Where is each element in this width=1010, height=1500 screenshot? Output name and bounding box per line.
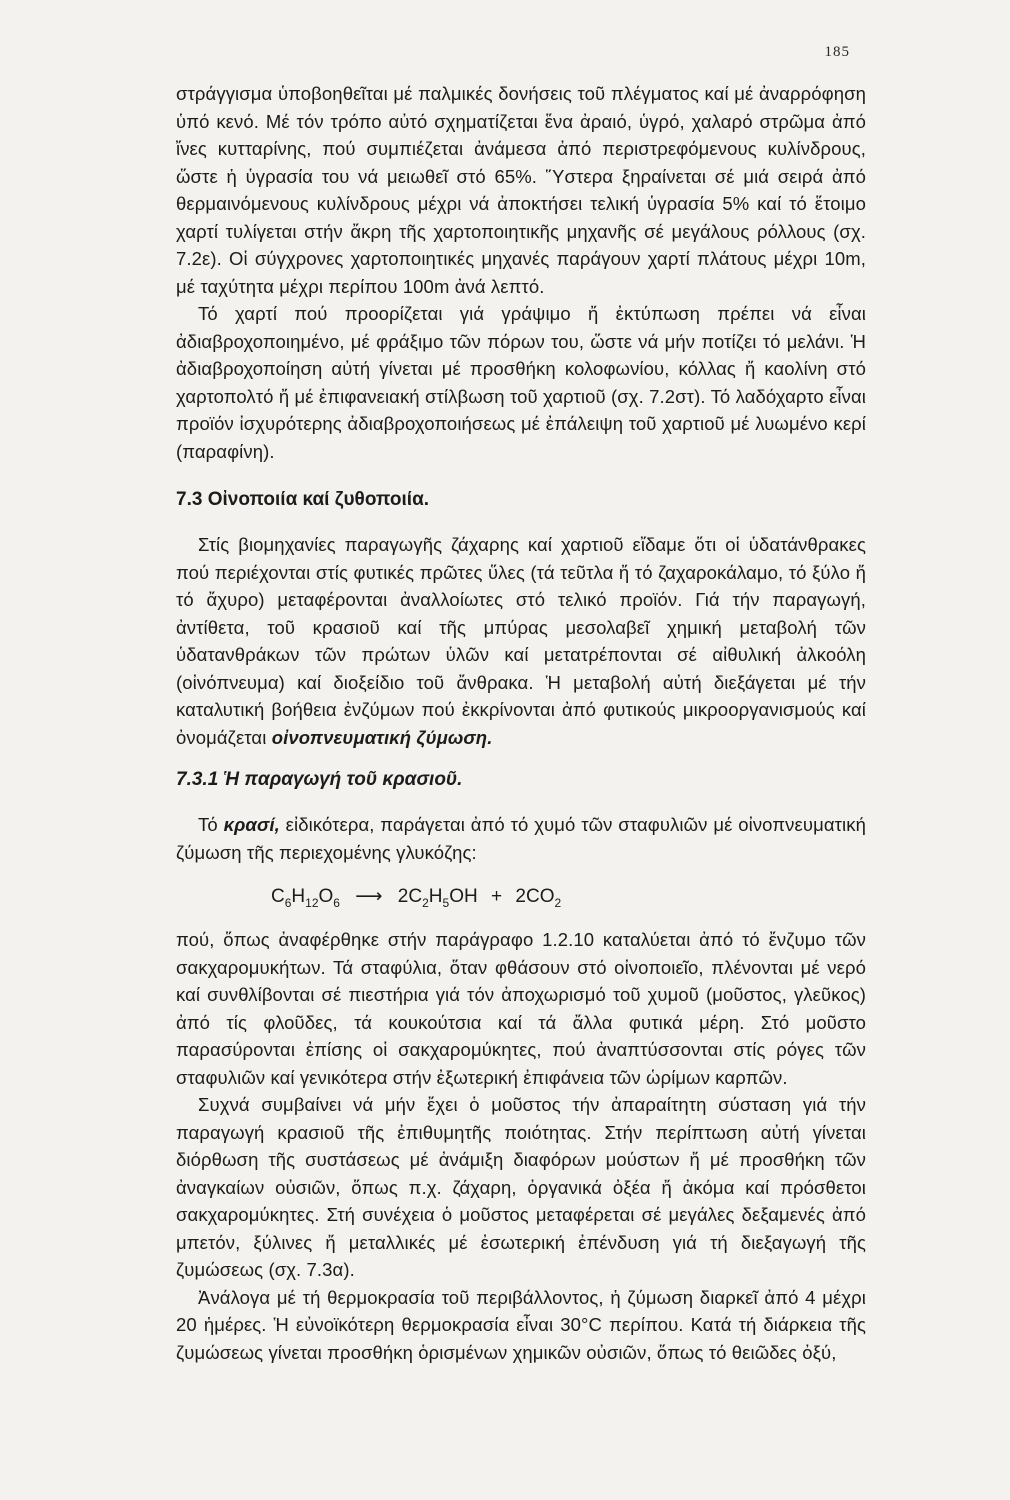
reactant-glucose: $C_6H_{12}O_6$ [271, 886, 340, 910]
paragraph-must-extraction: πού, ὅπως ἀναφέρθηκε στήν παράγραφο 1.2.10 καταλύεται ἀπό τό ἔνζυμο τῶν σακχαρομυκήτων. Τά σταφύλια, ὅταν φθάσουν στό οἰνοποιεῖο, πλένονται μέ νερό καί συνθλίβονται σέ πιεστήρια γιά τόν ἀποχωρισμό τοῦ χυμοῦ (μοῦστος, γλεῦκος) ἀπό τίς φλοῦδες, τά κουκούτσια καί τά ἄλλα φυτικά μέρη. Στό μοῦστο παρασύρονται ἐπίσης οἱ σακχαρομύκητες, πού ἀναπτύσσονται στίς ρόγες τῶν σταφυλιῶν καί γενικότερα στήν ἐξωτερική ἐπιφάνεια τῶν ὡρίμων καρπῶν. [176, 929, 866, 1088]
wine-intro-before: Τό [198, 814, 224, 835]
paragraph-must-correction: Συχνά συμβαίνει νά μήν ἔχει ὁ μοῦστος τήν ἀπαραίτητη σύσταση γιά τήν παραγωγή κρασιοῦ τῆς ἐπιθυμητῆς ποιότητας. Στήν περίπτωση αὐτή γίνεται διόρθωση τῆς συστάσεως μέ ἀνάμιξη διαφόρων μούστων ἤ μέ προσθήκη τῶν ἀναγκαίων οὐσιῶν, ὅπως π.χ. ζάχαρη, ὀργανικά ὀξέα ἤ ἀκόμα καί πρόσθετοι σακχαρομύκητες. Στή συνέχεια ὁ μοῦστος μεταφέρεται σέ μεγάλες δεξαμενές ἀπό μπετόν, ξύλινες ἤ μεταλλικές μέ ἐσωτερική ἐπένδυση γιά τή διεξαγωγή τῆς ζυμώσεως (σχ. 7.3α). [176, 1094, 866, 1280]
product-ethanol: $2C_2H_5OH$ [397, 886, 478, 910]
paragraph-paper-drying: στράγγισμα ὑποβοηθεῖται μέ παλμικές δονήσεις τοῦ πλέγματος καί μέ ἀναρρόφηση ὑπό κενό. Μέ τόν τρόπο αὐτό σχηματίζεται ἕνα ἀραιό, ὑγρό, χαλαρό στρῶμα ἀπό ἴνες κυτταρίνης, πού συμπιέζεται ἀνάμεσα ἀπό περιστρεφόμενους κυλίνδρους, ὥστε ἡ ὑγρασία του νά μειωθεῖ στό 65%. Ὕστερα ξηραίνεται σέ μιά σειρά ἀπό θερμαινόμενους κυλίνδρους μέχρι νά ἀποκτήσει τελική ὑγρασία 5% καί τό ἕτοιμο χαρτί τυλίγεται στήν ἄκρη τῆς χαρτοποιητικῆς μηχανῆς σέ μεγάλους ρόλλους (σχ. 7.2ε). Οἱ σύγχρονες χαρτοποιητικές μηχανές παράγουν χαρτί πλάτους μέχρι 10m, μέ ταχύτητα μέχρι περίπου 100m ἀνά λεπτό. [176, 83, 866, 297]
page-number: 185 [824, 44, 850, 60]
fermentation-equation [176, 882, 866, 912]
reaction-arrow-icon: ⟶ [355, 886, 383, 907]
paragraph-fermentation-duration: Ἀνάλογα μέ τή θερμοκρασία τοῦ περιβάλλοντος, ἡ ζύμωση διαρκεῖ ἀπό 4 μέχρι 20 ἡμέρες. Ἡ εὐνοϊκότερη θερμοκρασία εἶναι 30°C περίπου. Κατά τή διάρκεια τῆς ζυμώσεως γίνεται προσθήκη ὁρισμένων χημικῶν οὐσιῶν, ὅπως τό θειῶδες ὀξύ, [176, 1286, 866, 1363]
plus-sign: + [491, 886, 503, 907]
term-alcoholic-fermentation: οἰνοπνευματική ζύμωση. [271, 726, 493, 748]
paragraph-fermentation-intro [176, 531, 866, 751]
paragraph-paper-waterproofing: Τό χαρτί πού προορίζεται γιά γράψιμο ἤ ἐκτύπωση πρέπει νά εἶναι ἀδιαβροχοποιημένο, μέ φράξιμο τῶν πόρων του, ὥστε νά μήν ποτίζει τό μελάνι. Ἡ ἀδιαβροχοποίηση αὐτή γίνεται μέ προσθήκη κολοφωνίου, κόλλας ἤ καολίνη στό χαρτοπολτό ἤ μέ ἐπιφανειακή στίλβωση τοῦ χαρτιοῦ (σχ. 7.2στ). Τό λαδόχαρτο εἶναι προϊόν ἰσχυρότερης ἀδιαβροχοποιήσεως μέ ἐπάλειψη τοῦ χαρτιοῦ μέ λυωμένο κερί (παραφίνη). [176, 303, 866, 462]
fermentation-intro-text: Στίς βιομηχανίες παραγωγῆς ζάχαρης καί χαρτιοῦ εἴδαμε ὅτι οἱ ὑδατάνθρακες πού περιέχονται στίς φυτικές πρῶτες ὕλες (τά τεῦτλα ἤ τό ζαχαροκάλαμο, τό ξύλο ἤ τό ἄχυρο) μεταφέρονται ἀναλλοίωτες στό τελικό προϊόν. Γιά τήν παραγωγή, ἀντίθετα, τοῦ κρασιοῦ καί τῆς μπύρας μεσολαβεῖ χημική μεταβολή τῶν ὑδατανθράκων τῶν πρώτων ὑλῶν καί μετατρέπονται σέ αἰθυλική ἀλκοόλη (οἰνόπνευμα) καί διοξείδιο τοῦ ἄνθρακα. Ἡ μεταβολή αὐτή διεξάγεται μέ τήν καταλυτική βοήθεια ἐνζύμων πού ἐκκρίνονται ἀπό φυτικούς μικροοργανισμούς καί ὀνομάζεται [176, 534, 866, 748]
section-heading: 7.3 Οἰνοποιία καί ζυθοποιία. [176, 489, 430, 510]
subsection-heading: 7.3.1 Ἡ παραγωγή τοῦ κρασιοῦ. [176, 769, 463, 790]
product-carbon-dioxide: $2CO_2$ [515, 886, 562, 910]
page-body [176, 80, 866, 1366]
paragraph-wine-intro [176, 811, 866, 866]
term-wine: κρασί, [223, 814, 280, 835]
wine-intro-after: εἰδικότερα, παράγεται ἀπό τό χυμό τῶν σταφυλιῶν μέ οἰνοπνευματική ζύμωση τῆς περιεχομένης γλυκόζης: [176, 814, 866, 863]
